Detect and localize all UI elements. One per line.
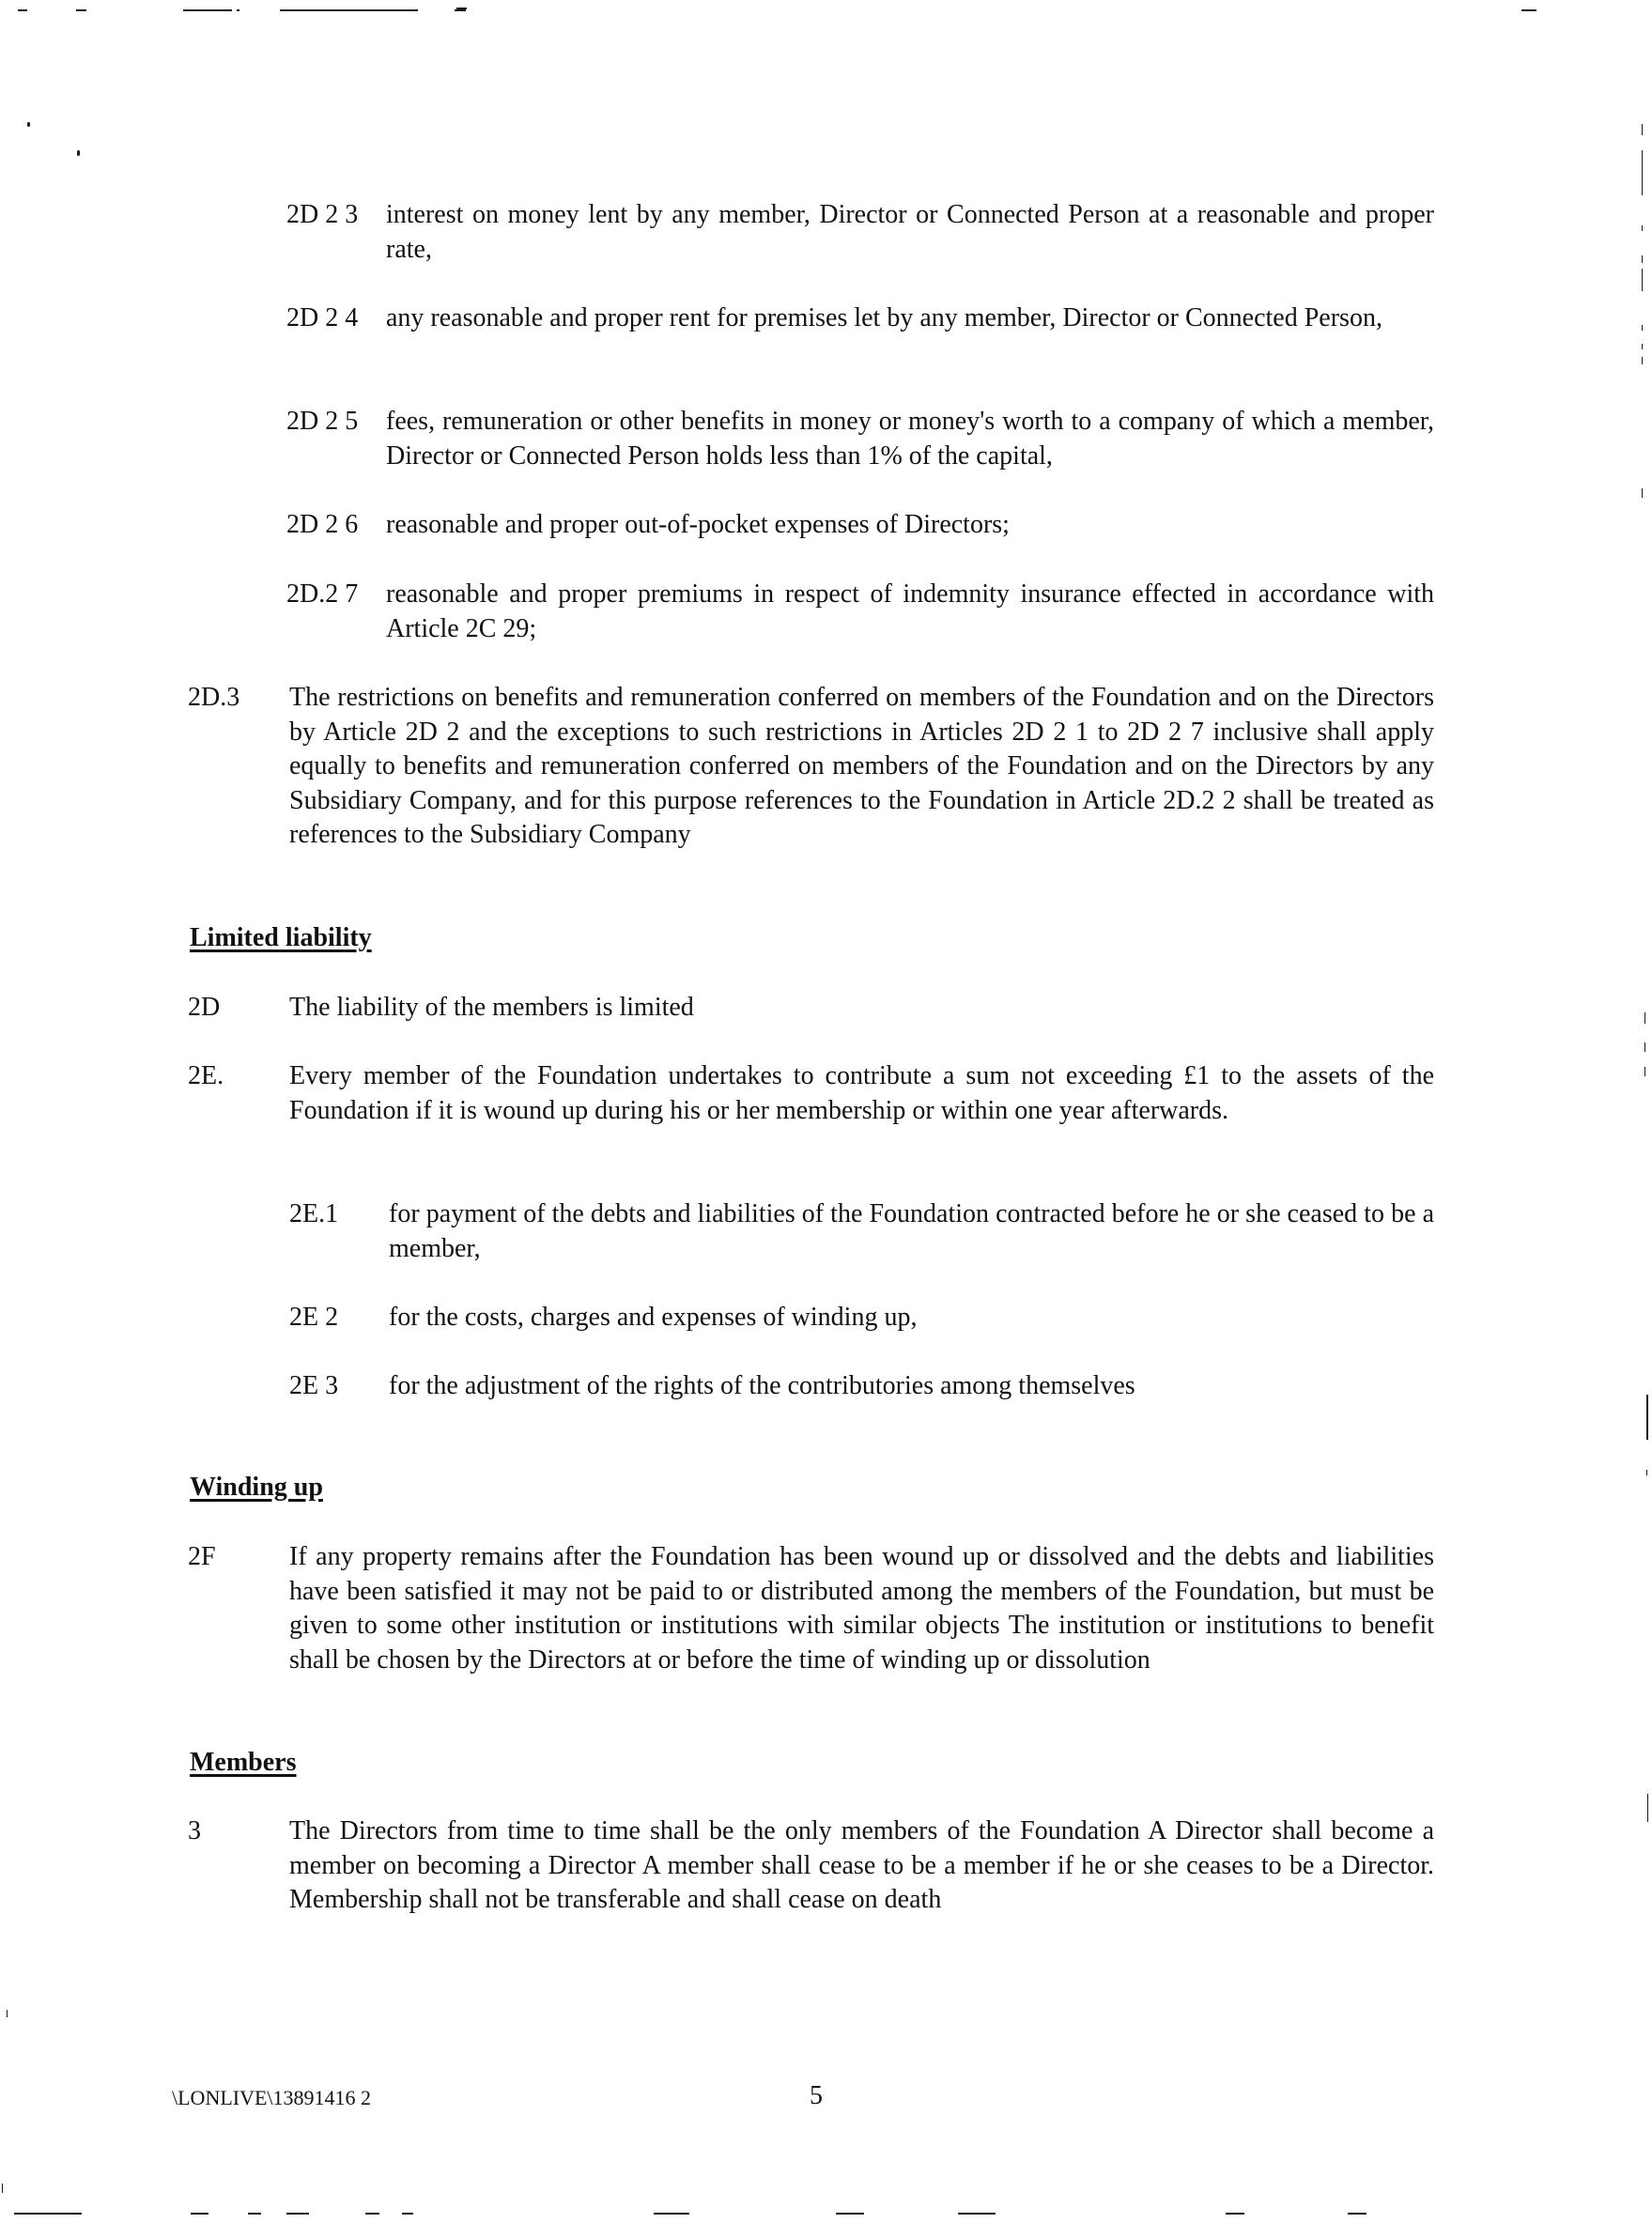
clause-text: The restrictions on benefits and remuneration conferred on members of the Foundation and on the Directors by Article 2D 2 and the exceptions to such restrictions in Articles 2D 2 1 to 2D 2 7 inclusive shall apply equally to benefits and remuneration conferred on members of the Foundation and on the Directors by any Subsidiary Company, and for this purpose references to the Foundation in Article 2D.2 2 shall be treated as references to the Subsidiary Company [289, 683, 1434, 849]
scan-mark [1642, 325, 1643, 331]
section-heading-members: Members [190, 1748, 297, 1777]
scan-mark [654, 2213, 689, 2215]
clause-number: 3 [188, 1816, 201, 1845]
sub-item-2e1 [289, 1197, 1434, 1266]
scan-mark [1521, 9, 1536, 11]
clause-2f [188, 1540, 1434, 1677]
scan-mark [183, 9, 232, 11]
scan-mark [365, 2213, 379, 2215]
item-number: 2D 2 4 [286, 303, 359, 332]
sub-item-2d26 [286, 508, 1434, 543]
scan-mark [1646, 1395, 1648, 1440]
section-heading-limited-liability: Limited liability [190, 923, 372, 952]
scan-mark [1646, 1470, 1647, 1475]
item-text: any reasonable and proper rent for premises let by any member, Director or Connected Person, [386, 303, 1382, 332]
scan-mark [76, 9, 86, 11]
clause-number: 2F [188, 1542, 216, 1571]
sub-item-2d23 [286, 198, 1434, 267]
scan-mark [1348, 2213, 1366, 2215]
sub-item-2e3 [289, 1369, 1434, 1404]
scan-mark [2, 2184, 3, 2193]
scan-mark [1642, 344, 1643, 349]
scan-mark [248, 2213, 261, 2215]
scan-mark [1642, 277, 1643, 281]
item-number: 2E 2 [289, 1303, 339, 1332]
scan-mark [1642, 488, 1643, 498]
page-number: 5 [810, 2081, 823, 2110]
clause-3 [188, 1814, 1434, 1918]
scan-dot [77, 150, 80, 156]
clause-number: 2D [188, 993, 221, 1022]
scan-mark [14, 2213, 82, 2215]
item-number: 2D 2 6 [286, 510, 359, 539]
scan-mark [402, 2213, 413, 2215]
item-number: 2D 2 3 [286, 200, 359, 229]
scan-mark [1644, 1012, 1645, 1024]
section-heading-winding-up: Winding up [190, 1473, 323, 1502]
scan-mark [1642, 284, 1643, 291]
item-number: 2E 3 [289, 1371, 339, 1400]
clause-text: If any property remains after the Foundation has been wound up or dissolved and the debts and liabilities have been satisfied it may not be paid to or distributed among the members of the Foundation, but must be given to some other institution or institutions with similar objects The institution or institutions to benefit shall be chosen by the Directors at or before the time of winding up or dissolution [289, 1542, 1434, 1675]
scan-mark [836, 2213, 864, 2215]
scan-mark [455, 9, 466, 11]
scan-mark [191, 2213, 208, 2215]
clause-text: Every member of the Foundation undertakes to contribute a sum not exceeding £1 to the assets of the Foundation if it is wound up during his or her membership or within one year afterwards. [289, 1061, 1434, 1125]
sub-item-2e2 [289, 1301, 1434, 1335]
scan-mark [1644, 1042, 1645, 1052]
scan-mark [1226, 2213, 1244, 2215]
scan-dot [27, 122, 30, 127]
scan-mark [1644, 1067, 1645, 1076]
scan-mark [18, 9, 27, 11]
item-text: interest on money lent by any member, Director or Connected Person at a reasonable and proper rate, [386, 200, 1434, 264]
clause-2e [188, 1059, 1434, 1128]
clause-2d3 [188, 681, 1434, 853]
item-number: 2D.2 7 [286, 579, 359, 609]
scan-mark [1642, 255, 1643, 263]
clause-text: The liability of the members is limited [289, 993, 694, 1022]
clause-text: The Directors from time to time shall be the only members of the Foundation A Director shall become a member on becoming a Director A member shall cease to be a member if he or she ceases to be a Director. Membership shall not be transferable and shall cease on death [289, 1816, 1434, 1914]
scan-mark [1642, 177, 1643, 195]
item-number: 2D 2 5 [286, 407, 359, 436]
sub-item-2d27 [286, 578, 1434, 646]
item-text: fees, remuneration or other benefits in money or money's worth to a company of which a member, Director or Connected Person holds less than 1% of the capital, [386, 407, 1434, 471]
document-reference: \LONLIVE\13891416 2 [172, 2086, 372, 2109]
item-text: for the adjustment of the rights of the contributories among themselves [389, 1371, 1135, 1400]
scan-mark [1642, 150, 1643, 178]
sub-item-2d24 [286, 301, 1434, 336]
scan-mark [958, 2213, 996, 2215]
clause-2d [188, 991, 1434, 1026]
item-text: reasonable and proper premiums in respect of indemnity insurance effected in accordance with Article 2C 29; [386, 579, 1434, 643]
scan-mark [1642, 124, 1643, 135]
scan-mark [237, 9, 239, 11]
scan-mark [1647, 1794, 1648, 1822]
item-text: reasonable and proper out-of-pocket expenses of Directors; [386, 510, 1010, 539]
item-number: 2E.1 [289, 1199, 339, 1228]
scan-mark [7, 2010, 8, 2017]
sub-item-2d25 [286, 405, 1434, 473]
scan-mark [280, 9, 418, 11]
item-text: for payment of the debts and liabilities of the Foundation contracted before he or she ceased to be a member, [389, 1199, 1434, 1263]
scan-mark [1642, 357, 1643, 364]
clause-number: 2E. [188, 1061, 224, 1090]
scan-mark [286, 2213, 309, 2215]
scan-mark [1642, 225, 1643, 231]
clause-number: 2D.3 [188, 683, 240, 712]
scan-mark [456, 8, 467, 9]
item-text: for the costs, charges and expenses of winding up, [389, 1303, 918, 1332]
